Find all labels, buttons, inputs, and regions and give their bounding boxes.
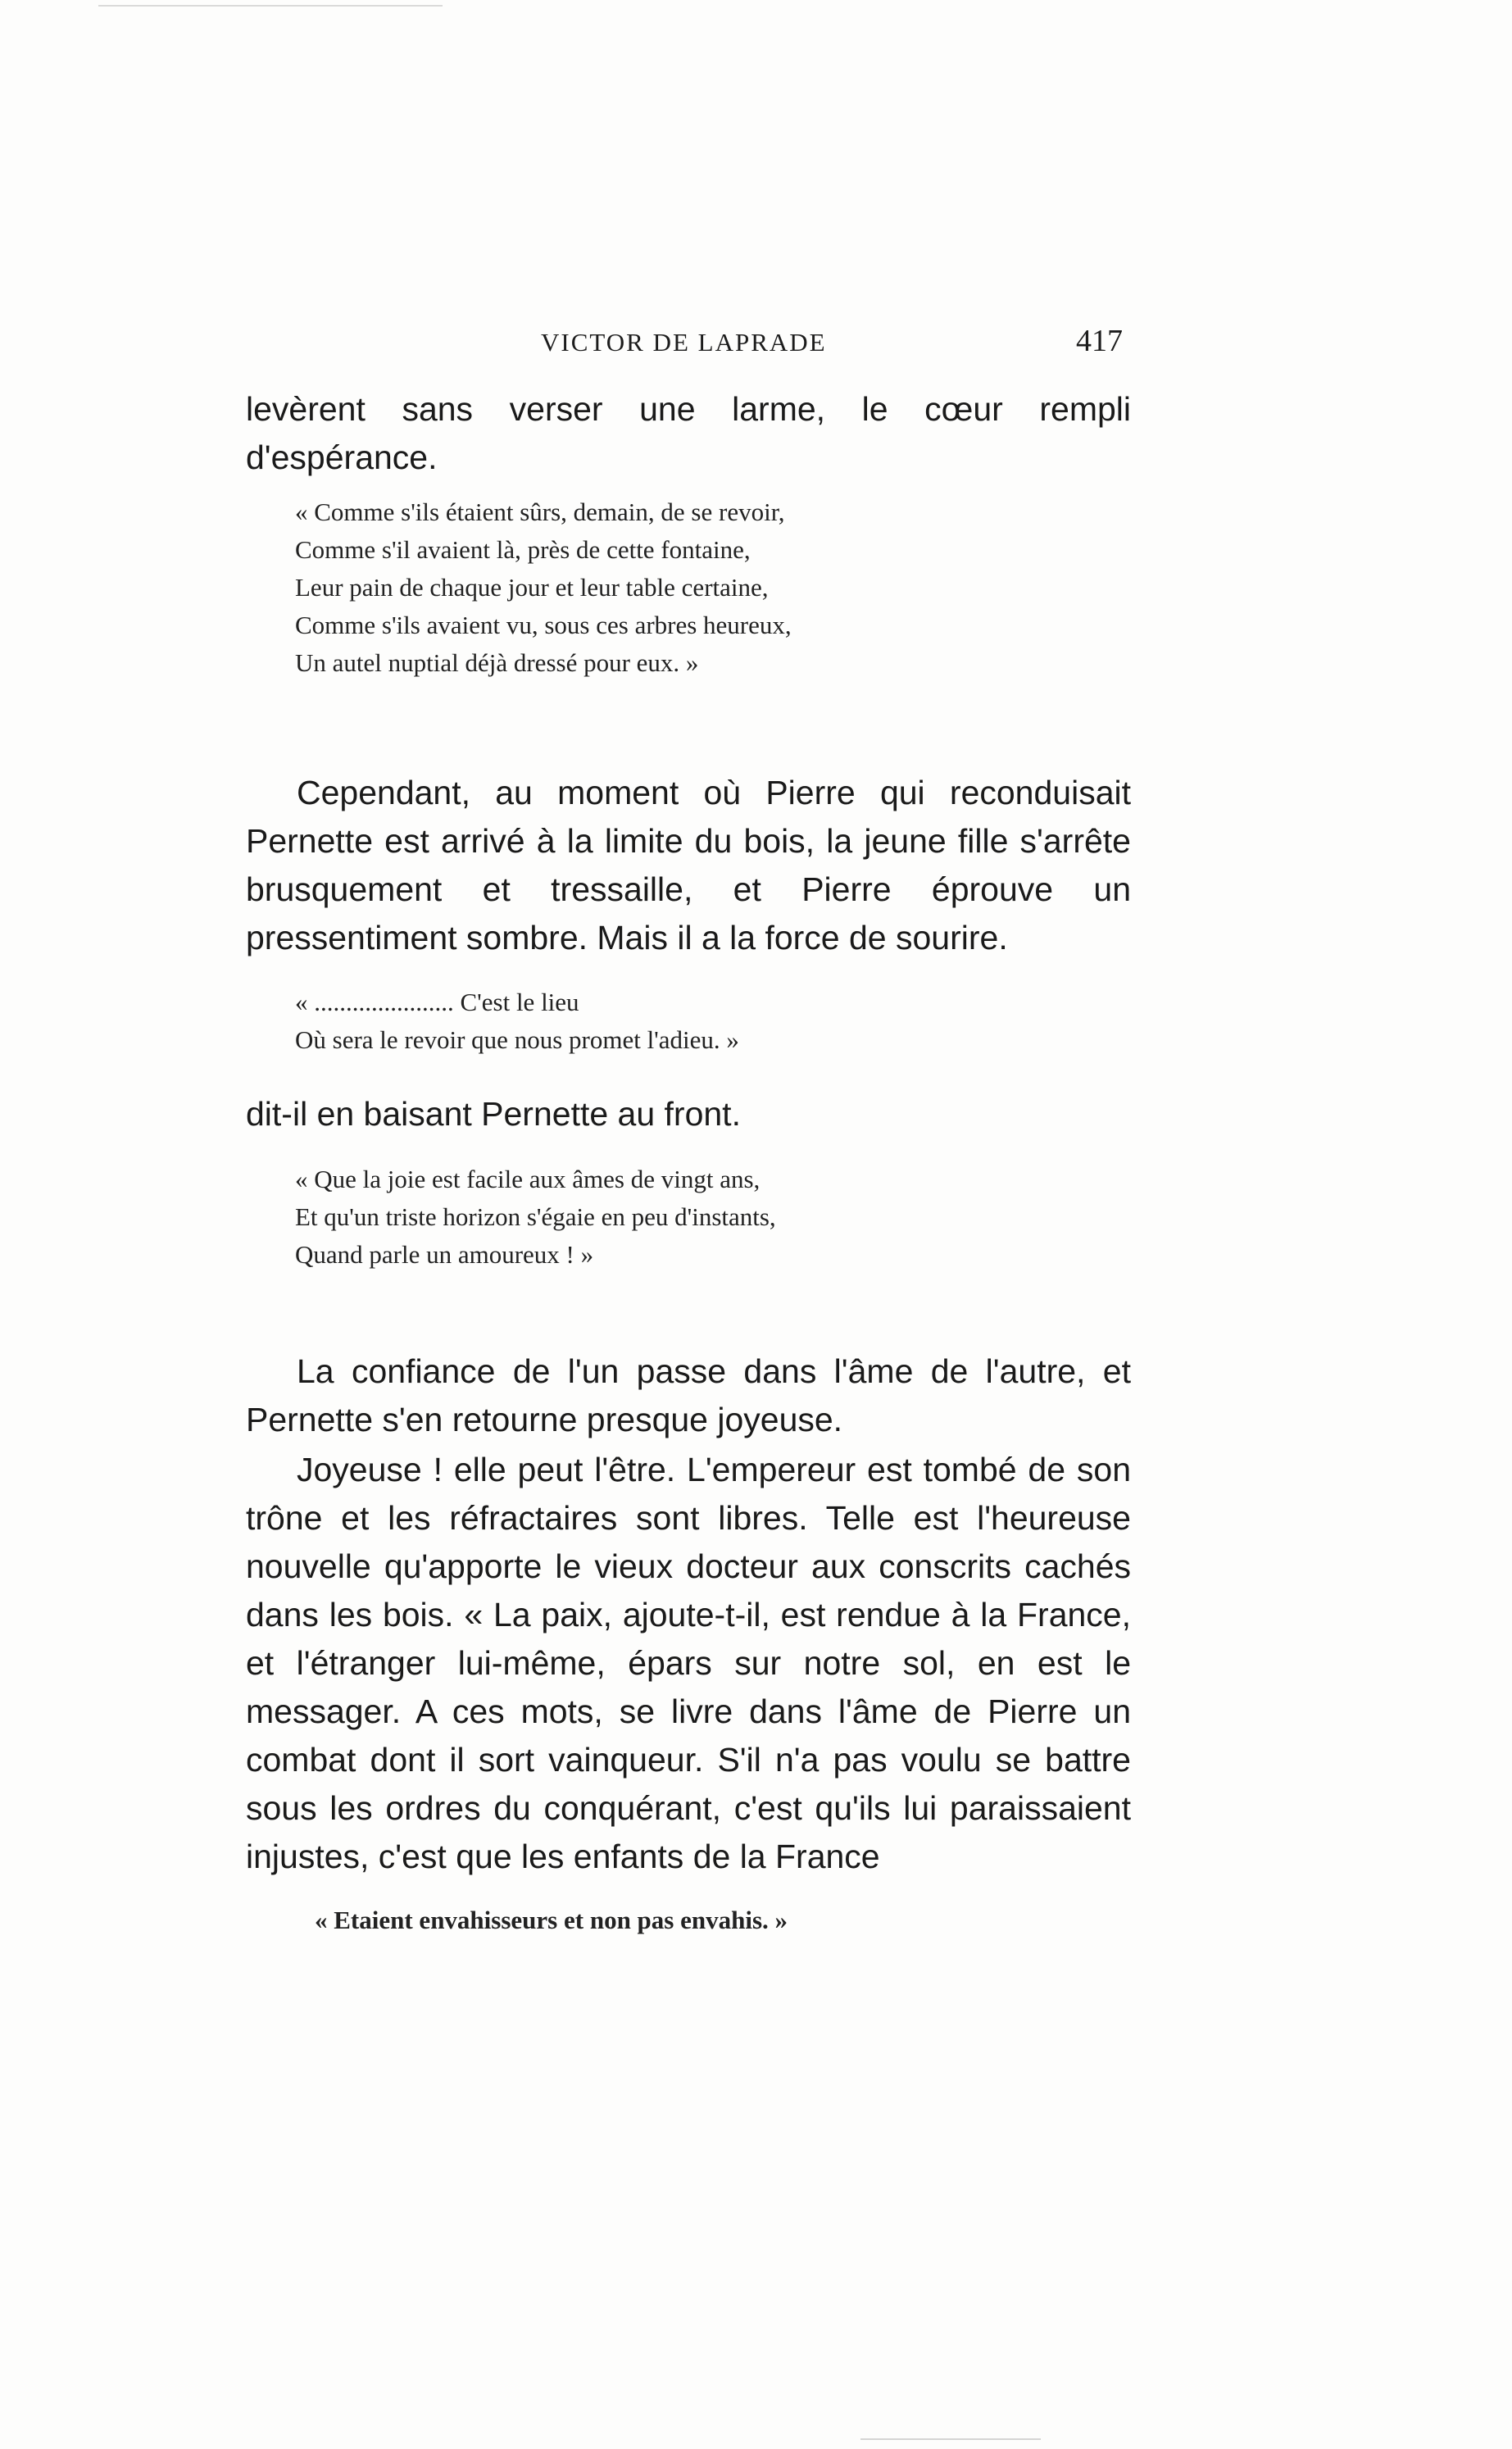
verse-block-2 [295, 984, 1033, 1059]
paragraph-cependant: Cependant, au moment où Pierre qui reconduisait Pernette est arrivé à la limite du bois, la jeune fille s'arrête brusquement et tressaille, et Pierre éprouve un pressentiment sombre. Mais il a la force de sourire. [246, 774, 1131, 956]
verse-line: Quand parle un amoureux ! » [295, 1240, 594, 1269]
verse-block-4 [315, 1901, 1052, 1939]
verse-line: Comme s'il avaient là, près de cette fontaine, [295, 535, 751, 564]
verse-line: « Etaient envahisseurs et non pas envahis. » [315, 1906, 788, 1934]
scan-edge-mark [98, 5, 443, 7]
scan-edge-mark [860, 2438, 1041, 2440]
verse-line: Comme s'ils avaient vu, sous ces arbres heureux, [295, 611, 792, 639]
verse-line: Où sera le revoir que nous promet l'adieu. » [295, 1025, 739, 1054]
verse-line: « Que la joie est facile aux âmes de vingt ans, [295, 1165, 761, 1193]
verse-block-1 [295, 493, 1033, 682]
paragraph-dit-il: dit-il en baisant Pernette au front. [246, 1095, 741, 1133]
verse-line: Leur pain de chaque jour et leur table certaine, [295, 573, 769, 602]
verse-line: « ...................... C'est le lieu [295, 988, 579, 1016]
verse-line: Un autel nuptial déjà dressé pour eux. » [295, 648, 699, 677]
verse-block-3 [295, 1161, 1033, 1274]
verse-line: « Comme s'ils étaient sûrs, demain, de se revoir, [295, 498, 785, 526]
verse-line: Et qu'un triste horizon s'égaie en peu d'instants, [295, 1202, 776, 1231]
page-number: 417 [1076, 324, 1123, 358]
page-header [246, 324, 1123, 377]
paragraph-confiance: La confiance de l'un passe dans l'âme de l'autre, et Pernette s'en retourne presque joyeuse. [246, 1352, 1131, 1438]
running-head: VICTOR DE LAPRADE [541, 328, 827, 357]
paragraph-joyeuse: Joyeuse ! elle peut l'être. L'empereur est tombé de son trône et les réfractaires sont libres. Telle est l'heureuse nouvelle qu'apporte le vieux docteur aux conscrits cachés dans les bois. « La paix, ajoute-t-il, est rendue à la France, et l'étranger lui-même, épars sur notre sol, en est le messager. A ces mots, se livre dans l'âme de Pierre un combat dont il sort vainqueur. S'il n'a pas voulu se battre sous les ordres du conquérant, c'est qu'ils lui paraissaient injustes, c'est que les enfants de la France [246, 1451, 1131, 1875]
paragraph-continuation: levèrent sans verser une larme, le cœur rempli d'espérance. [246, 390, 1131, 476]
